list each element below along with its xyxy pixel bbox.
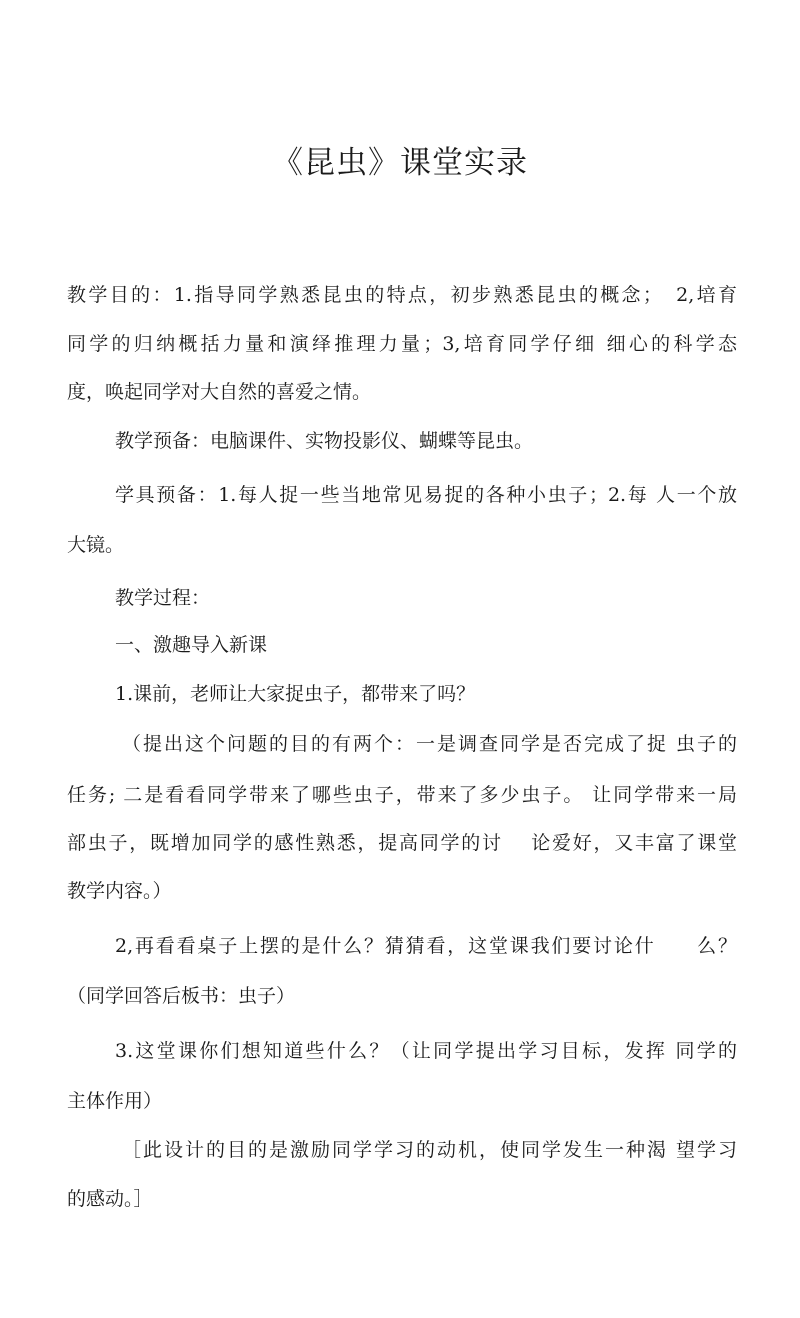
text-line: 教学预备：电脑课件、实物投影仪、蝴蝶等昆虫。 [115,430,534,452]
text-line: 教学过程： [115,587,211,609]
text-line: 大镜。 [67,534,125,556]
text-line: 3.这堂课你们想知道些什么？（让同学提出学习目标，发挥 同学的 [115,1040,737,1062]
text-line: 任务; 二是看看同学带来了哪些虫子，带来了多少虫子。 让同学带来一局 [67,784,737,806]
text-line: 的感动。］ [67,1188,153,1210]
text-line: 度，唤起同学对大自然的喜爱之情。 [67,381,372,403]
text-line: 2,再看看桌子上摆的是什么？猜猜看，这堂课我们要讨论什 么？ [115,935,737,957]
text-line: 主体作用） [67,1090,163,1112]
text-line: 教学内容。） [67,880,172,902]
text-line: （提出这个问题的目的有两个：一是调查同学是否完成了捉 虫子的 [122,733,737,755]
document-title: 《昆虫》课堂实录 [272,145,528,181]
text-line: 1.课前，老师让大家捉虫子，都带来了吗？ [115,683,476,705]
text-line: 教学目的：1.指导同学熟悉昆虫的特点，初步熟悉昆虫的概念； 2,培育 [67,284,737,306]
text-line: （同学回答后板书：虫子） [67,985,296,1007]
text-line: 部虫子，既增加同学的感性熟悉，提高同学的讨 论爱好，又丰富了课堂 [67,832,737,854]
text-line: ［此设计的目的是激励同学学习的动机，使同学发生一种渴 望学习 [122,1139,737,1161]
text-line: 学具预备：1.每人捉一些当地常见易捉的各种小虫子；2.每 人一个放 [115,484,737,506]
section-heading: 一、激趣导入新课 [115,634,268,656]
text-line: 同学的归纳概括力量和演绎推理力量；3,培育同学仔细 细心的科学态 [67,333,737,355]
